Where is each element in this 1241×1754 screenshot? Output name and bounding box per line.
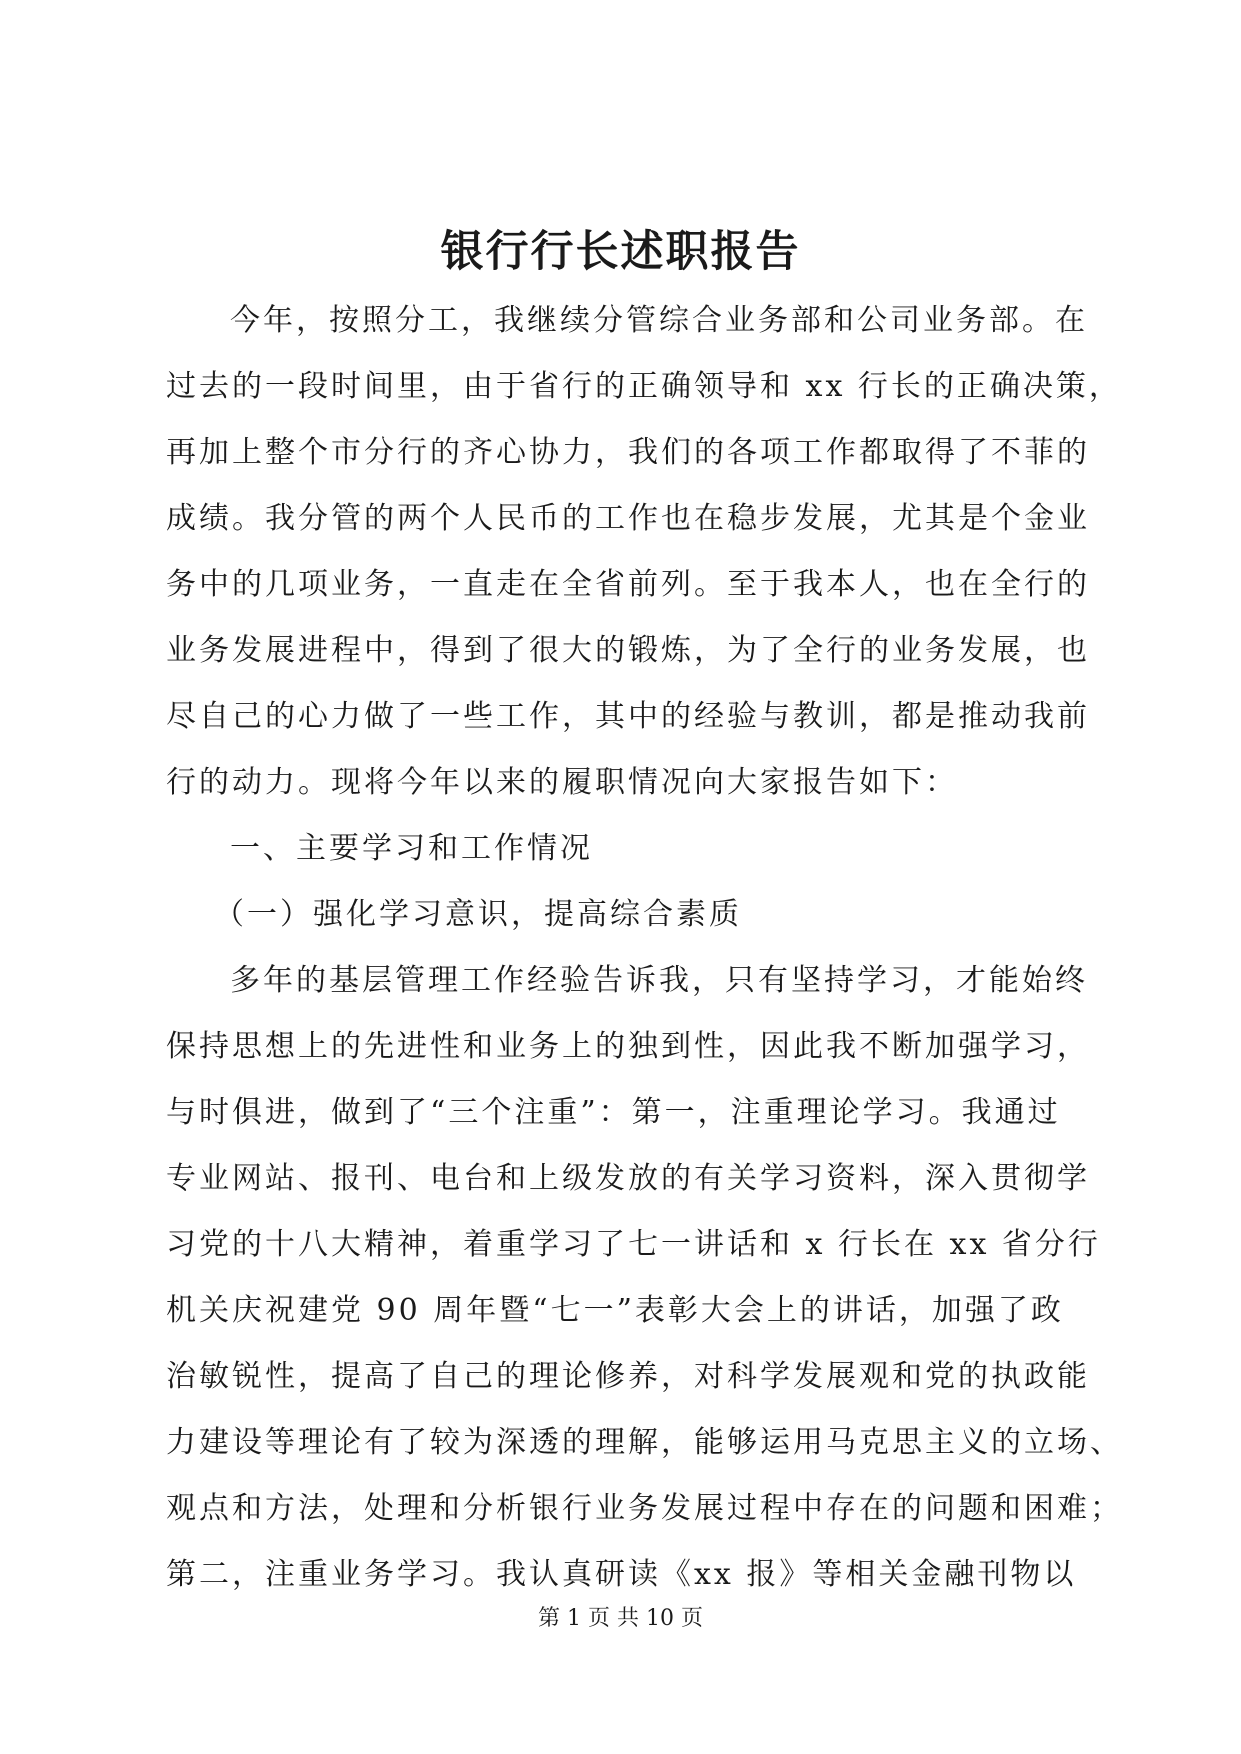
paragraph-line: 第二，注重业务学习。我认真研读《xx 报》等相关金融刊物以 [166,1557,1077,1592]
paragraph-line: 保持思想上的先进性和业务上的独到性，因此我不断加强学习， [166,1029,1090,1064]
section-heading: 一、主要学习和工作情况 [230,831,593,866]
subsection-heading: （一）强化学习意识，提高综合素质 [214,897,742,932]
paragraph-line: 再加上整个市分行的齐心协力，我们的各项工作都取得了不菲的 [166,435,1090,470]
paragraph-line: 与时俱进，做到了“三个注重”：第一，注重理论学习。我通过 [166,1095,1061,1130]
paragraph-line: 尽自己的心力做了一些工作，其中的经验与教训，都是推动我前 [166,699,1090,734]
paragraph-line: 专业网站、报刊、电台和上级发放的有关学习资料，深入贯彻学 [166,1161,1090,1196]
paragraph-line: 务中的几项业务，一直走在全省前列。至于我本人，也在全行的 [166,567,1090,602]
paragraph-line: 行的动力。现将今年以来的履职情况向大家报告如下： [166,765,958,800]
document-body [166,288,1123,1608]
paragraph-line: 业务发展进程中，得到了很大的锻炼，为了全行的业务发展，也 [166,633,1090,668]
paragraph-line: 多年的基层管理工作经验告诉我，只有坚持学习，才能始终 [230,963,1088,998]
paragraph-line: 习党的十八大精神，着重学习了七一讲话和 x 行长在 xx 省分行 [166,1227,1101,1262]
paragraph-line: 治敏锐性，提高了自己的理论修养，对科学发展观和党的执政能 [166,1359,1090,1394]
page-footer: 第 1 页 共 10 页 [538,1606,703,1631]
paragraph-line: 力建设等理论有了较为深透的理解，能够运用马克思主义的立场、 [166,1425,1123,1460]
paragraph-line: 过去的一段时间里，由于省行的正确领导和 xx 行长的正确决策， [166,369,1122,404]
paragraph-line: 成绩。我分管的两个人民币的工作也在稳步发展，尤其是个金业 [166,501,1090,536]
paragraph-line: 观点和方法，处理和分析银行业务发展过程中存在的问题和困难； [166,1491,1123,1526]
document-title: 银行行长述职报告 [440,227,801,277]
paragraph-line: 机关庆祝建党 90 周年暨“七一”表彰大会上的讲话，加强了政 [166,1293,1064,1328]
paragraph-line: 今年，按照分工，我继续分管综合业务部和公司业务部。在 [230,303,1088,338]
